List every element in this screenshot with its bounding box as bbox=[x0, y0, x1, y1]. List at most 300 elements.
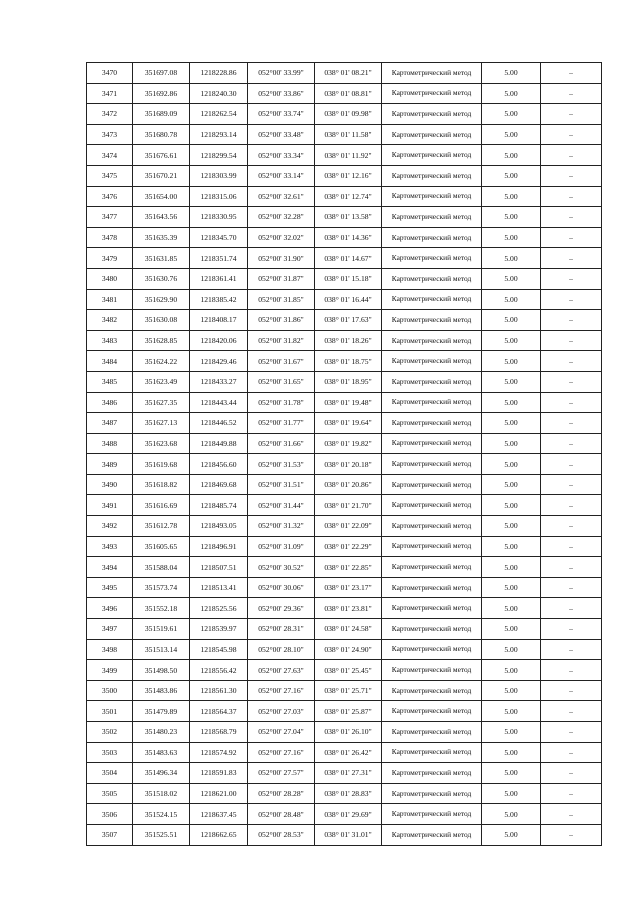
cell-coord-y: 1218507.51 bbox=[190, 557, 248, 578]
cell-method: Картометрический метод bbox=[382, 104, 482, 125]
cell-point-number: 3505 bbox=[87, 783, 133, 804]
cell-accuracy: 5.00 bbox=[482, 351, 541, 372]
cell-coord-y: 1218299.54 bbox=[190, 145, 248, 166]
cell-coord-y: 1218443.44 bbox=[190, 392, 248, 413]
cell-longitude: 038° 01' 13.58" bbox=[315, 207, 382, 228]
cell-note: – bbox=[541, 619, 602, 640]
cell-coord-y: 1218385.42 bbox=[190, 289, 248, 310]
cell-latitude: 052°00' 31.87" bbox=[248, 268, 315, 289]
cell-coord-x: 351689.09 bbox=[133, 104, 190, 125]
cell-coord-y: 1218662.65 bbox=[190, 824, 248, 845]
cell-accuracy: 5.00 bbox=[482, 660, 541, 681]
cell-note: – bbox=[541, 474, 602, 495]
cell-point-number: 3491 bbox=[87, 495, 133, 516]
cell-latitude: 052°00' 31.09" bbox=[248, 536, 315, 557]
cell-latitude: 052°00' 32.28" bbox=[248, 207, 315, 228]
table-row bbox=[87, 165, 602, 186]
cell-accuracy: 5.00 bbox=[482, 310, 541, 331]
cell-method: Картометрический метод bbox=[382, 722, 482, 743]
cell-coord-x: 351635.39 bbox=[133, 227, 190, 248]
cell-note: – bbox=[541, 557, 602, 578]
cell-coord-x: 351630.76 bbox=[133, 268, 190, 289]
cell-note: – bbox=[541, 701, 602, 722]
cell-latitude: 052°00' 27.04" bbox=[248, 722, 315, 743]
cell-method: Картометрический метод bbox=[382, 413, 482, 434]
cell-longitude: 038° 01' 24.58" bbox=[315, 619, 382, 640]
cell-point-number: 3500 bbox=[87, 680, 133, 701]
cell-longitude: 038° 01' 21.70" bbox=[315, 495, 382, 516]
cell-note: – bbox=[541, 330, 602, 351]
cell-longitude: 038° 01' 20.86" bbox=[315, 474, 382, 495]
cell-longitude: 038° 01' 19.64" bbox=[315, 413, 382, 434]
cell-note: – bbox=[541, 742, 602, 763]
cell-method: Картометрический метод bbox=[382, 351, 482, 372]
cell-accuracy: 5.00 bbox=[482, 680, 541, 701]
cell-note: – bbox=[541, 660, 602, 681]
cell-method: Картометрический метод bbox=[382, 207, 482, 228]
cell-latitude: 052°00' 31.67" bbox=[248, 351, 315, 372]
table-row bbox=[87, 351, 602, 372]
table-row bbox=[87, 557, 602, 578]
cell-method: Картометрический метод bbox=[382, 268, 482, 289]
cell-accuracy: 5.00 bbox=[482, 783, 541, 804]
cell-accuracy: 5.00 bbox=[482, 433, 541, 454]
cell-point-number: 3486 bbox=[87, 392, 133, 413]
cell-coord-x: 351588.04 bbox=[133, 557, 190, 578]
table-row bbox=[87, 186, 602, 207]
cell-note: – bbox=[541, 392, 602, 413]
cell-note: – bbox=[541, 433, 602, 454]
cell-note: – bbox=[541, 722, 602, 743]
cell-longitude: 038° 01' 08.21" bbox=[315, 63, 382, 84]
cell-latitude: 052°00' 28.48" bbox=[248, 804, 315, 825]
cell-method: Картометрический метод bbox=[382, 598, 482, 619]
cell-note: – bbox=[541, 83, 602, 104]
cell-method: Картометрический метод bbox=[382, 330, 482, 351]
cell-accuracy: 5.00 bbox=[482, 804, 541, 825]
cell-accuracy: 5.00 bbox=[482, 63, 541, 84]
cell-coord-x: 351643.56 bbox=[133, 207, 190, 228]
cell-latitude: 052°00' 27.63" bbox=[248, 660, 315, 681]
table-row bbox=[87, 639, 602, 660]
table-row bbox=[87, 804, 602, 825]
cell-longitude: 038° 01' 11.58" bbox=[315, 124, 382, 145]
cell-coord-x: 351627.13 bbox=[133, 413, 190, 434]
cell-coord-x: 351616.69 bbox=[133, 495, 190, 516]
cell-coord-y: 1218539.97 bbox=[190, 619, 248, 640]
cell-accuracy: 5.00 bbox=[482, 207, 541, 228]
table-row bbox=[87, 63, 602, 84]
cell-longitude: 038° 01' 23.17" bbox=[315, 577, 382, 598]
cell-longitude: 038° 01' 15.18" bbox=[315, 268, 382, 289]
table-row bbox=[87, 516, 602, 537]
cell-point-number: 3497 bbox=[87, 619, 133, 640]
cell-coord-y: 1218361.41 bbox=[190, 268, 248, 289]
cell-coord-y: 1218449.88 bbox=[190, 433, 248, 454]
cell-method: Картометрический метод bbox=[382, 763, 482, 784]
cell-longitude: 038° 01' 16.44" bbox=[315, 289, 382, 310]
cell-point-number: 3495 bbox=[87, 577, 133, 598]
cell-accuracy: 5.00 bbox=[482, 742, 541, 763]
cell-point-number: 3484 bbox=[87, 351, 133, 372]
cell-longitude: 038° 01' 20.18" bbox=[315, 454, 382, 475]
cell-coord-y: 1218493.05 bbox=[190, 516, 248, 537]
cell-latitude: 052°00' 31.82" bbox=[248, 330, 315, 351]
cell-longitude: 038° 01' 17.63" bbox=[315, 310, 382, 331]
cell-note: – bbox=[541, 165, 602, 186]
cell-coord-y: 1218456.60 bbox=[190, 454, 248, 475]
cell-method: Картометрический метод bbox=[382, 619, 482, 640]
cell-note: – bbox=[541, 413, 602, 434]
cell-method: Картометрический метод bbox=[382, 83, 482, 104]
cell-method: Картометрический метод bbox=[382, 516, 482, 537]
table-row bbox=[87, 413, 602, 434]
table-row bbox=[87, 598, 602, 619]
cell-accuracy: 5.00 bbox=[482, 83, 541, 104]
cell-coord-x: 351623.68 bbox=[133, 433, 190, 454]
cell-coord-y: 1218637.45 bbox=[190, 804, 248, 825]
cell-note: – bbox=[541, 680, 602, 701]
cell-coord-x: 351573.74 bbox=[133, 577, 190, 598]
cell-accuracy: 5.00 bbox=[482, 619, 541, 640]
cell-coord-y: 1218469.68 bbox=[190, 474, 248, 495]
cell-coord-y: 1218568.79 bbox=[190, 722, 248, 743]
cell-note: – bbox=[541, 804, 602, 825]
cell-accuracy: 5.00 bbox=[482, 104, 541, 125]
cell-longitude: 038° 01' 09.98" bbox=[315, 104, 382, 125]
table-row bbox=[87, 268, 602, 289]
cell-note: – bbox=[541, 186, 602, 207]
cell-note: – bbox=[541, 207, 602, 228]
cell-point-number: 3481 bbox=[87, 289, 133, 310]
cell-point-number: 3472 bbox=[87, 104, 133, 125]
cell-coord-y: 1218315.06 bbox=[190, 186, 248, 207]
cell-latitude: 052°00' 30.06" bbox=[248, 577, 315, 598]
cell-coord-x: 351496.34 bbox=[133, 763, 190, 784]
cell-longitude: 038° 01' 22.09" bbox=[315, 516, 382, 537]
table-row bbox=[87, 495, 602, 516]
cell-coord-x: 351631.85 bbox=[133, 248, 190, 269]
table-row bbox=[87, 310, 602, 331]
cell-longitude: 038° 01' 12.74" bbox=[315, 186, 382, 207]
cell-note: – bbox=[541, 536, 602, 557]
cell-coord-x: 351525.51 bbox=[133, 824, 190, 845]
cell-point-number: 3492 bbox=[87, 516, 133, 537]
cell-point-number: 3483 bbox=[87, 330, 133, 351]
cell-coord-x: 351480.23 bbox=[133, 722, 190, 743]
cell-latitude: 052°00' 33.14" bbox=[248, 165, 315, 186]
cell-point-number: 3501 bbox=[87, 701, 133, 722]
cell-coord-x: 351676.61 bbox=[133, 145, 190, 166]
cell-point-number: 3485 bbox=[87, 371, 133, 392]
cell-note: – bbox=[541, 268, 602, 289]
cell-point-number: 3471 bbox=[87, 83, 133, 104]
cell-latitude: 052°00' 28.53" bbox=[248, 824, 315, 845]
cell-accuracy: 5.00 bbox=[482, 145, 541, 166]
cell-method: Картометрический метод bbox=[382, 371, 482, 392]
cell-longitude: 038° 01' 22.29" bbox=[315, 536, 382, 557]
cell-coord-y: 1218574.92 bbox=[190, 742, 248, 763]
cell-latitude: 052°00' 31.53" bbox=[248, 454, 315, 475]
table-row bbox=[87, 454, 602, 475]
cell-coord-y: 1218564.37 bbox=[190, 701, 248, 722]
cell-point-number: 3498 bbox=[87, 639, 133, 660]
cell-point-number: 3493 bbox=[87, 536, 133, 557]
cell-coord-y: 1218485.74 bbox=[190, 495, 248, 516]
cell-method: Картометрический метод bbox=[382, 248, 482, 269]
table-row bbox=[87, 207, 602, 228]
cell-longitude: 038° 01' 19.82" bbox=[315, 433, 382, 454]
cell-method: Картометрический метод bbox=[382, 63, 482, 84]
cell-latitude: 052°00' 31.77" bbox=[248, 413, 315, 434]
table-row bbox=[87, 371, 602, 392]
table-row bbox=[87, 330, 602, 351]
cell-method: Картометрический метод bbox=[382, 433, 482, 454]
cell-accuracy: 5.00 bbox=[482, 392, 541, 413]
cell-accuracy: 5.00 bbox=[482, 598, 541, 619]
cell-latitude: 052°00' 31.44" bbox=[248, 495, 315, 516]
cell-accuracy: 5.00 bbox=[482, 268, 541, 289]
cell-coord-x: 351630.08 bbox=[133, 310, 190, 331]
cell-method: Картометрический метод bbox=[382, 165, 482, 186]
table-row bbox=[87, 536, 602, 557]
cell-note: – bbox=[541, 104, 602, 125]
cell-coord-x: 351623.49 bbox=[133, 371, 190, 392]
cell-coord-y: 1218303.99 bbox=[190, 165, 248, 186]
cell-latitude: 052°00' 31.66" bbox=[248, 433, 315, 454]
cell-point-number: 3475 bbox=[87, 165, 133, 186]
cell-coord-x: 351697.08 bbox=[133, 63, 190, 84]
cell-method: Картометрический метод bbox=[382, 577, 482, 598]
cell-latitude: 052°00' 31.90" bbox=[248, 248, 315, 269]
cell-method: Картометрический метод bbox=[382, 495, 482, 516]
cell-method: Картометрический метод bbox=[382, 680, 482, 701]
cell-method: Картометрический метод bbox=[382, 454, 482, 475]
cell-latitude: 052°00' 33.48" bbox=[248, 124, 315, 145]
cell-point-number: 3480 bbox=[87, 268, 133, 289]
cell-accuracy: 5.00 bbox=[482, 186, 541, 207]
cell-coord-x: 351654.00 bbox=[133, 186, 190, 207]
cell-latitude: 052°00' 27.16" bbox=[248, 742, 315, 763]
cell-accuracy: 5.00 bbox=[482, 454, 541, 475]
cell-accuracy: 5.00 bbox=[482, 763, 541, 784]
cell-note: – bbox=[541, 577, 602, 598]
cell-point-number: 3487 bbox=[87, 413, 133, 434]
cell-accuracy: 5.00 bbox=[482, 474, 541, 495]
table-row bbox=[87, 783, 602, 804]
cell-coord-x: 351479.89 bbox=[133, 701, 190, 722]
cell-method: Картометрический метод bbox=[382, 474, 482, 495]
cell-method: Картометрический метод bbox=[382, 660, 482, 681]
cell-latitude: 052°00' 27.57" bbox=[248, 763, 315, 784]
cell-coord-x: 351680.78 bbox=[133, 124, 190, 145]
table-row bbox=[87, 104, 602, 125]
cell-point-number: 3482 bbox=[87, 310, 133, 331]
cell-latitude: 052°00' 29.36" bbox=[248, 598, 315, 619]
cell-point-number: 3504 bbox=[87, 763, 133, 784]
cell-point-number: 3473 bbox=[87, 124, 133, 145]
cell-point-number: 3494 bbox=[87, 557, 133, 578]
cell-method: Картометрический метод bbox=[382, 824, 482, 845]
cell-latitude: 052°00' 32.61" bbox=[248, 186, 315, 207]
cell-coord-y: 1218408.17 bbox=[190, 310, 248, 331]
cell-latitude: 052°00' 31.78" bbox=[248, 392, 315, 413]
cell-coord-y: 1218513.41 bbox=[190, 577, 248, 598]
cell-latitude: 052°00' 31.85" bbox=[248, 289, 315, 310]
table-row bbox=[87, 289, 602, 310]
cell-point-number: 3502 bbox=[87, 722, 133, 743]
table-row bbox=[87, 680, 602, 701]
cell-coord-x: 351483.86 bbox=[133, 680, 190, 701]
cell-latitude: 052°00' 27.03" bbox=[248, 701, 315, 722]
cell-note: – bbox=[541, 639, 602, 660]
cell-coord-y: 1218228.86 bbox=[190, 63, 248, 84]
cell-accuracy: 5.00 bbox=[482, 124, 541, 145]
cell-note: – bbox=[541, 310, 602, 331]
cell-method: Картометрический метод bbox=[382, 289, 482, 310]
table-row bbox=[87, 722, 602, 743]
cell-longitude: 038° 01' 18.95" bbox=[315, 371, 382, 392]
cell-method: Картометрический метод bbox=[382, 701, 482, 722]
cell-longitude: 038° 01' 25.87" bbox=[315, 701, 382, 722]
cell-coord-y: 1218621.00 bbox=[190, 783, 248, 804]
cell-longitude: 038° 01' 24.90" bbox=[315, 639, 382, 660]
cell-accuracy: 5.00 bbox=[482, 557, 541, 578]
cell-method: Картометрический метод bbox=[382, 124, 482, 145]
cell-coord-x: 351498.50 bbox=[133, 660, 190, 681]
cell-latitude: 052°00' 30.52" bbox=[248, 557, 315, 578]
cell-point-number: 3488 bbox=[87, 433, 133, 454]
cell-longitude: 038° 01' 23.81" bbox=[315, 598, 382, 619]
cell-accuracy: 5.00 bbox=[482, 227, 541, 248]
cell-note: – bbox=[541, 227, 602, 248]
cell-note: – bbox=[541, 248, 602, 269]
cell-point-number: 3503 bbox=[87, 742, 133, 763]
cell-note: – bbox=[541, 516, 602, 537]
cell-accuracy: 5.00 bbox=[482, 824, 541, 845]
cell-coord-y: 1218293.14 bbox=[190, 124, 248, 145]
cell-latitude: 052°00' 32.02" bbox=[248, 227, 315, 248]
table-row bbox=[87, 145, 602, 166]
cell-note: – bbox=[541, 124, 602, 145]
cell-note: – bbox=[541, 63, 602, 84]
cell-coord-y: 1218496.91 bbox=[190, 536, 248, 557]
table-row bbox=[87, 474, 602, 495]
cell-accuracy: 5.00 bbox=[482, 371, 541, 392]
cell-coord-x: 351483.63 bbox=[133, 742, 190, 763]
cell-method: Картометрический метод bbox=[382, 804, 482, 825]
cell-note: – bbox=[541, 454, 602, 475]
cell-longitude: 038° 01' 28.83" bbox=[315, 783, 382, 804]
cell-coord-x: 351619.68 bbox=[133, 454, 190, 475]
cell-note: – bbox=[541, 824, 602, 845]
table-row bbox=[87, 392, 602, 413]
cell-point-number: 3490 bbox=[87, 474, 133, 495]
table-row bbox=[87, 742, 602, 763]
cell-note: – bbox=[541, 598, 602, 619]
cell-longitude: 038° 01' 11.92" bbox=[315, 145, 382, 166]
cell-point-number: 3496 bbox=[87, 598, 133, 619]
cell-method: Картометрический метод bbox=[382, 310, 482, 331]
cell-coord-y: 1218262.54 bbox=[190, 104, 248, 125]
cell-latitude: 052°00' 33.74" bbox=[248, 104, 315, 125]
cell-accuracy: 5.00 bbox=[482, 701, 541, 722]
coordinates-table-body bbox=[87, 63, 602, 846]
cell-coord-y: 1218525.56 bbox=[190, 598, 248, 619]
cell-method: Картометрический метод bbox=[382, 392, 482, 413]
table-row bbox=[87, 83, 602, 104]
cell-accuracy: 5.00 bbox=[482, 330, 541, 351]
cell-coord-x: 351513.14 bbox=[133, 639, 190, 660]
cell-note: – bbox=[541, 495, 602, 516]
cell-latitude: 052°00' 28.31" bbox=[248, 619, 315, 640]
cell-coord-y: 1218556.42 bbox=[190, 660, 248, 681]
cell-coord-x: 351627.35 bbox=[133, 392, 190, 413]
cell-coord-y: 1218345.70 bbox=[190, 227, 248, 248]
cell-note: – bbox=[541, 351, 602, 372]
cell-latitude: 052°00' 33.34" bbox=[248, 145, 315, 166]
cell-method: Картометрический метод bbox=[382, 536, 482, 557]
cell-coord-y: 1218420.06 bbox=[190, 330, 248, 351]
cell-latitude: 052°00' 31.65" bbox=[248, 371, 315, 392]
cell-point-number: 3470 bbox=[87, 63, 133, 84]
cell-coord-x: 351692.86 bbox=[133, 83, 190, 104]
cell-coord-x: 351605.65 bbox=[133, 536, 190, 557]
cell-point-number: 3477 bbox=[87, 207, 133, 228]
cell-note: – bbox=[541, 763, 602, 784]
cell-longitude: 038° 01' 25.71" bbox=[315, 680, 382, 701]
cell-accuracy: 5.00 bbox=[482, 516, 541, 537]
cell-point-number: 3479 bbox=[87, 248, 133, 269]
cell-note: – bbox=[541, 783, 602, 804]
cell-note: – bbox=[541, 145, 602, 166]
cell-latitude: 052°00' 31.86" bbox=[248, 310, 315, 331]
cell-longitude: 038° 01' 14.36" bbox=[315, 227, 382, 248]
cell-longitude: 038° 01' 22.85" bbox=[315, 557, 382, 578]
cell-longitude: 038° 01' 18.26" bbox=[315, 330, 382, 351]
cell-coord-x: 351629.90 bbox=[133, 289, 190, 310]
cell-latitude: 052°00' 28.10" bbox=[248, 639, 315, 660]
table-row bbox=[87, 701, 602, 722]
cell-method: Картометрический метод bbox=[382, 557, 482, 578]
table-row bbox=[87, 577, 602, 598]
cell-coord-x: 351524.15 bbox=[133, 804, 190, 825]
cell-longitude: 038° 01' 31.01" bbox=[315, 824, 382, 845]
cell-coord-x: 351670.21 bbox=[133, 165, 190, 186]
cell-latitude: 052°00' 33.99" bbox=[248, 63, 315, 84]
cell-coord-x: 351624.22 bbox=[133, 351, 190, 372]
cell-coord-y: 1218330.95 bbox=[190, 207, 248, 228]
cell-coord-y: 1218446.52 bbox=[190, 413, 248, 434]
table-row bbox=[87, 824, 602, 845]
cell-accuracy: 5.00 bbox=[482, 289, 541, 310]
cell-latitude: 052°00' 33.86" bbox=[248, 83, 315, 104]
cell-latitude: 052°00' 31.51" bbox=[248, 474, 315, 495]
cell-coord-y: 1218561.30 bbox=[190, 680, 248, 701]
cell-point-number: 3476 bbox=[87, 186, 133, 207]
cell-longitude: 038° 01' 25.45" bbox=[315, 660, 382, 681]
cell-latitude: 052°00' 28.28" bbox=[248, 783, 315, 804]
cell-latitude: 052°00' 27.16" bbox=[248, 680, 315, 701]
cell-accuracy: 5.00 bbox=[482, 495, 541, 516]
cell-point-number: 3507 bbox=[87, 824, 133, 845]
cell-coord-y: 1218591.83 bbox=[190, 763, 248, 784]
table-row bbox=[87, 660, 602, 681]
table-row bbox=[87, 227, 602, 248]
cell-longitude: 038° 01' 26.10" bbox=[315, 722, 382, 743]
cell-accuracy: 5.00 bbox=[482, 413, 541, 434]
cell-point-number: 3474 bbox=[87, 145, 133, 166]
